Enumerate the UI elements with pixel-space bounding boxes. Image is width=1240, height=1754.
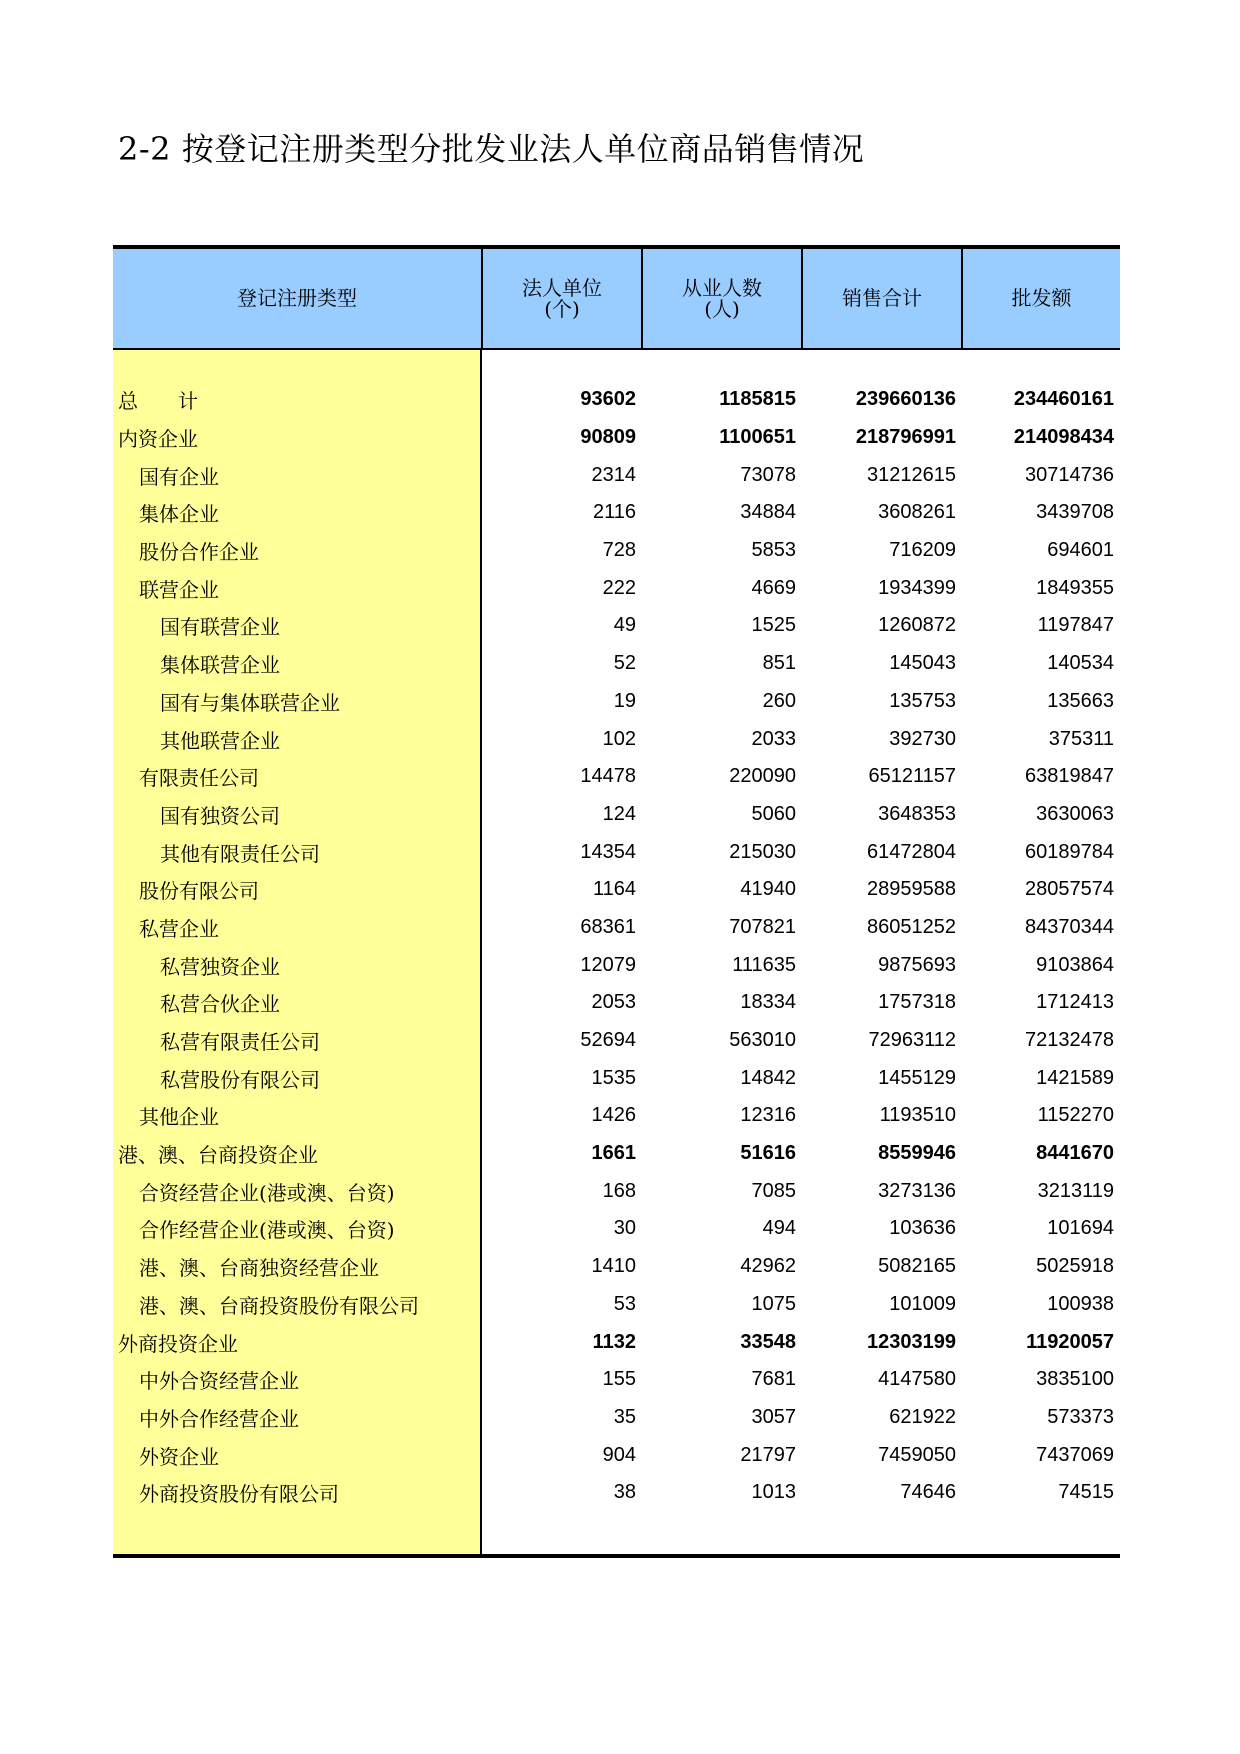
table-row-values	[482, 1022, 1120, 1060]
row-label: 国有独资公司	[160, 803, 280, 828]
total-sales-value: 1757318	[878, 991, 956, 1014]
row-label: 联营企业	[139, 577, 219, 602]
row-label: 中外合作经营企业	[139, 1406, 299, 1431]
header-wholesale	[961, 249, 1120, 348]
employees-value: 4669	[751, 576, 796, 599]
wholesale-value: 573373	[1047, 1405, 1114, 1428]
legal-units-value: 90809	[580, 426, 636, 449]
employees-value: 1100651	[719, 426, 796, 449]
legal-units-value: 1426	[591, 1104, 636, 1127]
header-total-sales	[801, 249, 961, 348]
total-sales-value: 7459050	[878, 1443, 956, 1466]
table-row-label	[113, 683, 480, 721]
wholesale-value: 84370344	[1025, 915, 1114, 938]
employees-value: 1525	[751, 614, 796, 637]
legal-units-value: 52694	[580, 1029, 636, 1052]
legal-units-value: 168	[602, 1179, 636, 1202]
table-row-label	[113, 796, 480, 834]
header-total-sales-label: 销售合计	[842, 286, 922, 310]
legal-units-value: 93602	[580, 388, 636, 411]
table-row-label	[113, 720, 480, 758]
table-row-label	[113, 1361, 480, 1399]
table-row-label	[113, 1059, 480, 1097]
header-registration-type-label: 登记注册类型	[237, 286, 357, 310]
legal-units-value: 2053	[591, 991, 636, 1014]
total-sales-value: 65121157	[868, 765, 956, 788]
wholesale-value: 3835100	[1036, 1368, 1114, 1391]
table-row-values	[482, 1399, 1120, 1437]
legal-units-value: 1661	[591, 1142, 636, 1165]
row-label: 中外合资经营企业	[139, 1369, 299, 1394]
row-label: 总 计	[118, 389, 198, 414]
employees-value: 42962	[740, 1255, 796, 1278]
row-label: 其他企业	[139, 1105, 219, 1130]
table-row-label	[113, 1323, 480, 1361]
employees-value: 33548	[740, 1330, 796, 1353]
row-label: 集体联营企业	[160, 653, 280, 678]
row-label: 外商投资股份有限公司	[139, 1482, 339, 1507]
table-row-label	[113, 1172, 480, 1210]
header-legal-units	[481, 249, 641, 348]
employees-value: 563010	[729, 1029, 796, 1052]
row-label: 集体企业	[139, 502, 219, 527]
total-sales-value: 86051252	[867, 915, 956, 938]
employees-value: 14842	[740, 1066, 796, 1089]
row-label: 私营独资企业	[160, 954, 280, 979]
total-sales-value: 621922	[889, 1405, 956, 1428]
table-row-values	[482, 1210, 1120, 1248]
row-label: 其他有限责任公司	[160, 841, 320, 866]
legal-units-value: 904	[602, 1443, 636, 1466]
legal-units-value: 1410	[591, 1255, 636, 1278]
employees-value: 73078	[740, 463, 796, 486]
employees-value: 7681	[751, 1368, 796, 1391]
total-sales-value: 3273136	[878, 1179, 956, 1202]
table-row-values	[482, 833, 1120, 871]
legal-units-value: 2116	[592, 501, 636, 524]
header-registration-type	[113, 249, 481, 348]
header-wholesale-label: 批发额	[1011, 286, 1072, 310]
total-sales-value: 74646	[900, 1481, 956, 1504]
total-sales-value: 716209	[889, 539, 956, 562]
employees-value: 21797	[740, 1443, 796, 1466]
wholesale-value: 74515	[1058, 1481, 1114, 1504]
legal-units-value: 1535	[591, 1066, 636, 1089]
table-row-values	[482, 1286, 1120, 1324]
row-label: 股份合作企业	[139, 540, 259, 565]
row-label: 私营合伙企业	[160, 992, 280, 1017]
table-row-label	[113, 494, 480, 532]
legal-units-value: 222	[602, 576, 636, 599]
legal-units-value: 53	[613, 1292, 636, 1315]
table-row-label	[113, 419, 480, 457]
table-row-values	[482, 1436, 1120, 1474]
legal-units-value: 1164	[592, 878, 636, 901]
value-columns	[482, 350, 1120, 1554]
total-sales-value: 31212615	[867, 463, 956, 486]
header-employees-label: 从业人数	[682, 275, 762, 300]
total-sales-value: 1934399	[878, 576, 956, 599]
legal-units-value: 102	[602, 727, 636, 750]
total-sales-value: 1193510	[879, 1104, 956, 1127]
header-legal-units-label: 法人单位	[522, 275, 602, 300]
table-row-label	[113, 1286, 480, 1324]
table-row-values	[482, 871, 1120, 909]
legal-units-value: 19	[613, 689, 636, 712]
legal-units-value: 155	[602, 1368, 636, 1391]
wholesale-value: 60189784	[1025, 840, 1114, 863]
page-title: 2-2 按登记注册类型分批发业法人单位商品销售情况	[118, 130, 865, 168]
wholesale-value: 5025918	[1036, 1255, 1114, 1278]
wholesale-value: 214098434	[1013, 426, 1114, 449]
table-row-label	[113, 607, 480, 645]
employees-value: 18334	[740, 991, 796, 1014]
employees-value: 2033	[751, 727, 796, 750]
table-row-values	[482, 683, 1120, 721]
wholesale-value: 3213119	[1037, 1179, 1114, 1202]
data-table	[113, 245, 1120, 1558]
legal-units-value: 2314	[591, 463, 636, 486]
legal-units-value: 1132	[592, 1330, 636, 1353]
table-row-label	[113, 946, 480, 984]
employees-value: 220090	[729, 765, 796, 788]
table-row-label	[113, 871, 480, 909]
row-label: 合资经营企业(港或澳、台资)	[139, 1180, 395, 1205]
total-sales-value: 12303199	[867, 1330, 956, 1353]
table-row-label	[113, 1022, 480, 1060]
total-sales-value: 218796991	[855, 426, 956, 449]
table-row-label	[113, 833, 480, 871]
row-label: 外资企业	[139, 1444, 219, 1469]
legal-units-value: 68361	[580, 915, 636, 938]
wholesale-value: 3439708	[1036, 501, 1114, 524]
header-legal-units-unit: (个)	[544, 296, 580, 321]
table-row-label	[113, 758, 480, 796]
table-row-label	[113, 1135, 480, 1173]
employees-value: 51616	[740, 1142, 796, 1165]
table-row-values	[482, 1323, 1120, 1361]
wholesale-value: 7437069	[1036, 1443, 1114, 1466]
wholesale-value: 1712413	[1036, 991, 1114, 1014]
row-label: 港、澳、台商投资企业	[118, 1143, 318, 1168]
row-label: 国有联营企业	[160, 615, 280, 640]
wholesale-value: 28057574	[1025, 878, 1114, 901]
table-row-values	[482, 1059, 1120, 1097]
total-sales-value: 3608261	[878, 501, 956, 524]
table-row-values	[482, 532, 1120, 570]
total-sales-value: 61472804	[867, 840, 956, 863]
bottom-rule	[113, 1554, 1120, 1558]
table-row-values	[482, 569, 1120, 607]
legal-units-value: 52	[613, 652, 636, 675]
table-row-values	[482, 796, 1120, 834]
wholesale-value: 101694	[1047, 1217, 1114, 1240]
table-row-label	[113, 1474, 480, 1512]
table-row-values	[482, 946, 1120, 984]
table-row-label	[113, 1399, 480, 1437]
employees-value: 1185815	[719, 388, 796, 411]
header-employees-unit: (人)	[704, 296, 740, 321]
wholesale-value: 1421589	[1036, 1066, 1114, 1089]
row-label: 合作经营企业(港或澳、台资)	[139, 1218, 395, 1243]
wholesale-value: 140534	[1047, 652, 1114, 675]
employees-value: 707821	[729, 915, 796, 938]
employees-value: 215030	[729, 840, 796, 863]
label-column	[113, 350, 480, 1554]
total-sales-value: 135753	[889, 689, 956, 712]
total-sales-value: 8559946	[878, 1142, 956, 1165]
legal-units-value: 35	[613, 1405, 636, 1428]
employees-value: 3057	[751, 1405, 796, 1428]
table-row-values	[482, 419, 1120, 457]
table-row-values	[482, 456, 1120, 494]
row-label: 私营股份有限公司	[160, 1067, 320, 1092]
wholesale-value: 11920057	[1026, 1330, 1114, 1353]
row-label: 国有与集体联营企业	[160, 690, 340, 715]
table-row-label	[113, 381, 480, 419]
row-label: 其他联营企业	[160, 728, 280, 753]
row-label: 内资企业	[118, 427, 198, 452]
legal-units-value: 124	[602, 802, 636, 825]
table-row-values	[482, 607, 1120, 645]
row-label: 股份有限公司	[139, 879, 259, 904]
total-sales-value: 1260872	[878, 614, 956, 637]
table-row-values	[482, 758, 1120, 796]
wholesale-value: 694601	[1047, 539, 1114, 562]
total-sales-value: 4147580	[878, 1368, 956, 1391]
total-sales-value: 72963112	[868, 1029, 956, 1052]
row-label: 私营有限责任公司	[160, 1030, 320, 1055]
employees-value: 12316	[740, 1104, 796, 1127]
table-row-values	[482, 645, 1120, 683]
total-sales-value: 1455129	[878, 1066, 956, 1089]
wholesale-value: 63819847	[1025, 765, 1114, 788]
table-row-values	[482, 1248, 1120, 1286]
table-row-label	[113, 1097, 480, 1135]
legal-units-value: 12079	[580, 953, 636, 976]
table-header	[113, 249, 1120, 348]
total-sales-value: 103636	[889, 1217, 956, 1240]
table-row-values	[482, 494, 1120, 532]
employees-value: 5853	[751, 539, 796, 562]
wholesale-value: 1197847	[1037, 614, 1114, 637]
table-body	[113, 350, 1120, 1554]
wholesale-value: 9103864	[1036, 953, 1114, 976]
wholesale-value: 100938	[1047, 1292, 1114, 1315]
table-row-values	[482, 909, 1120, 947]
wholesale-value: 30714736	[1025, 463, 1114, 486]
employees-value: 111635	[732, 953, 796, 976]
table-row-label	[113, 456, 480, 494]
wholesale-value: 3630063	[1036, 802, 1114, 825]
total-sales-value: 101009	[889, 1292, 956, 1315]
row-label: 国有企业	[139, 464, 219, 489]
table-row-values	[482, 984, 1120, 1022]
table-row-values	[482, 1172, 1120, 1210]
employees-value: 260	[762, 689, 796, 712]
total-sales-value: 392730	[889, 727, 956, 750]
wholesale-value: 8441670	[1036, 1142, 1114, 1165]
table-row-values	[482, 1474, 1120, 1512]
wholesale-value: 135663	[1047, 689, 1114, 712]
table-row-values	[482, 1135, 1120, 1173]
employees-value: 1013	[751, 1481, 796, 1504]
row-label: 私营企业	[139, 916, 219, 941]
legal-units-value: 30	[613, 1217, 636, 1240]
employees-value: 851	[762, 652, 796, 675]
total-sales-value: 9875693	[878, 953, 956, 976]
row-label: 港、澳、台商投资股份有限公司	[139, 1293, 419, 1318]
employees-value: 1075	[751, 1292, 796, 1315]
row-label: 有限责任公司	[139, 766, 259, 791]
wholesale-value: 375311	[1048, 727, 1114, 750]
legal-units-value: 14478	[580, 765, 636, 788]
legal-units-value: 728	[602, 539, 636, 562]
row-label: 外商投资企业	[118, 1331, 238, 1356]
table-row-label	[113, 645, 480, 683]
employees-value: 41940	[740, 878, 796, 901]
employees-value: 494	[762, 1217, 796, 1240]
total-sales-value: 145043	[889, 652, 956, 675]
legal-units-value: 14354	[580, 840, 636, 863]
table-row-label	[113, 909, 480, 947]
table-row-values	[482, 1097, 1120, 1135]
header-employees	[641, 249, 801, 348]
table-row-label	[113, 984, 480, 1022]
wholesale-value: 1152270	[1037, 1104, 1114, 1127]
wholesale-value: 234460161	[1013, 388, 1114, 411]
table-row-values	[482, 1361, 1120, 1399]
wholesale-value: 1849355	[1036, 576, 1114, 599]
employees-value: 7085	[751, 1179, 796, 1202]
legal-units-value: 49	[613, 614, 636, 637]
total-sales-value: 5082165	[878, 1255, 956, 1278]
table-row-label	[113, 1436, 480, 1474]
legal-units-value: 38	[613, 1481, 636, 1504]
employees-value: 5060	[751, 802, 796, 825]
total-sales-value: 3648353	[878, 802, 956, 825]
table-row-values	[482, 381, 1120, 419]
table-row-label	[113, 1248, 480, 1286]
wholesale-value: 72132478	[1025, 1029, 1114, 1052]
employees-value: 34884	[740, 501, 796, 524]
row-label: 港、澳、台商独资经营企业	[139, 1256, 379, 1281]
total-sales-value: 28959588	[867, 878, 956, 901]
table-row-label	[113, 532, 480, 570]
table-row-label	[113, 569, 480, 607]
table-row-values	[482, 720, 1120, 758]
table-row-label	[113, 1210, 480, 1248]
total-sales-value: 239660136	[855, 388, 956, 411]
